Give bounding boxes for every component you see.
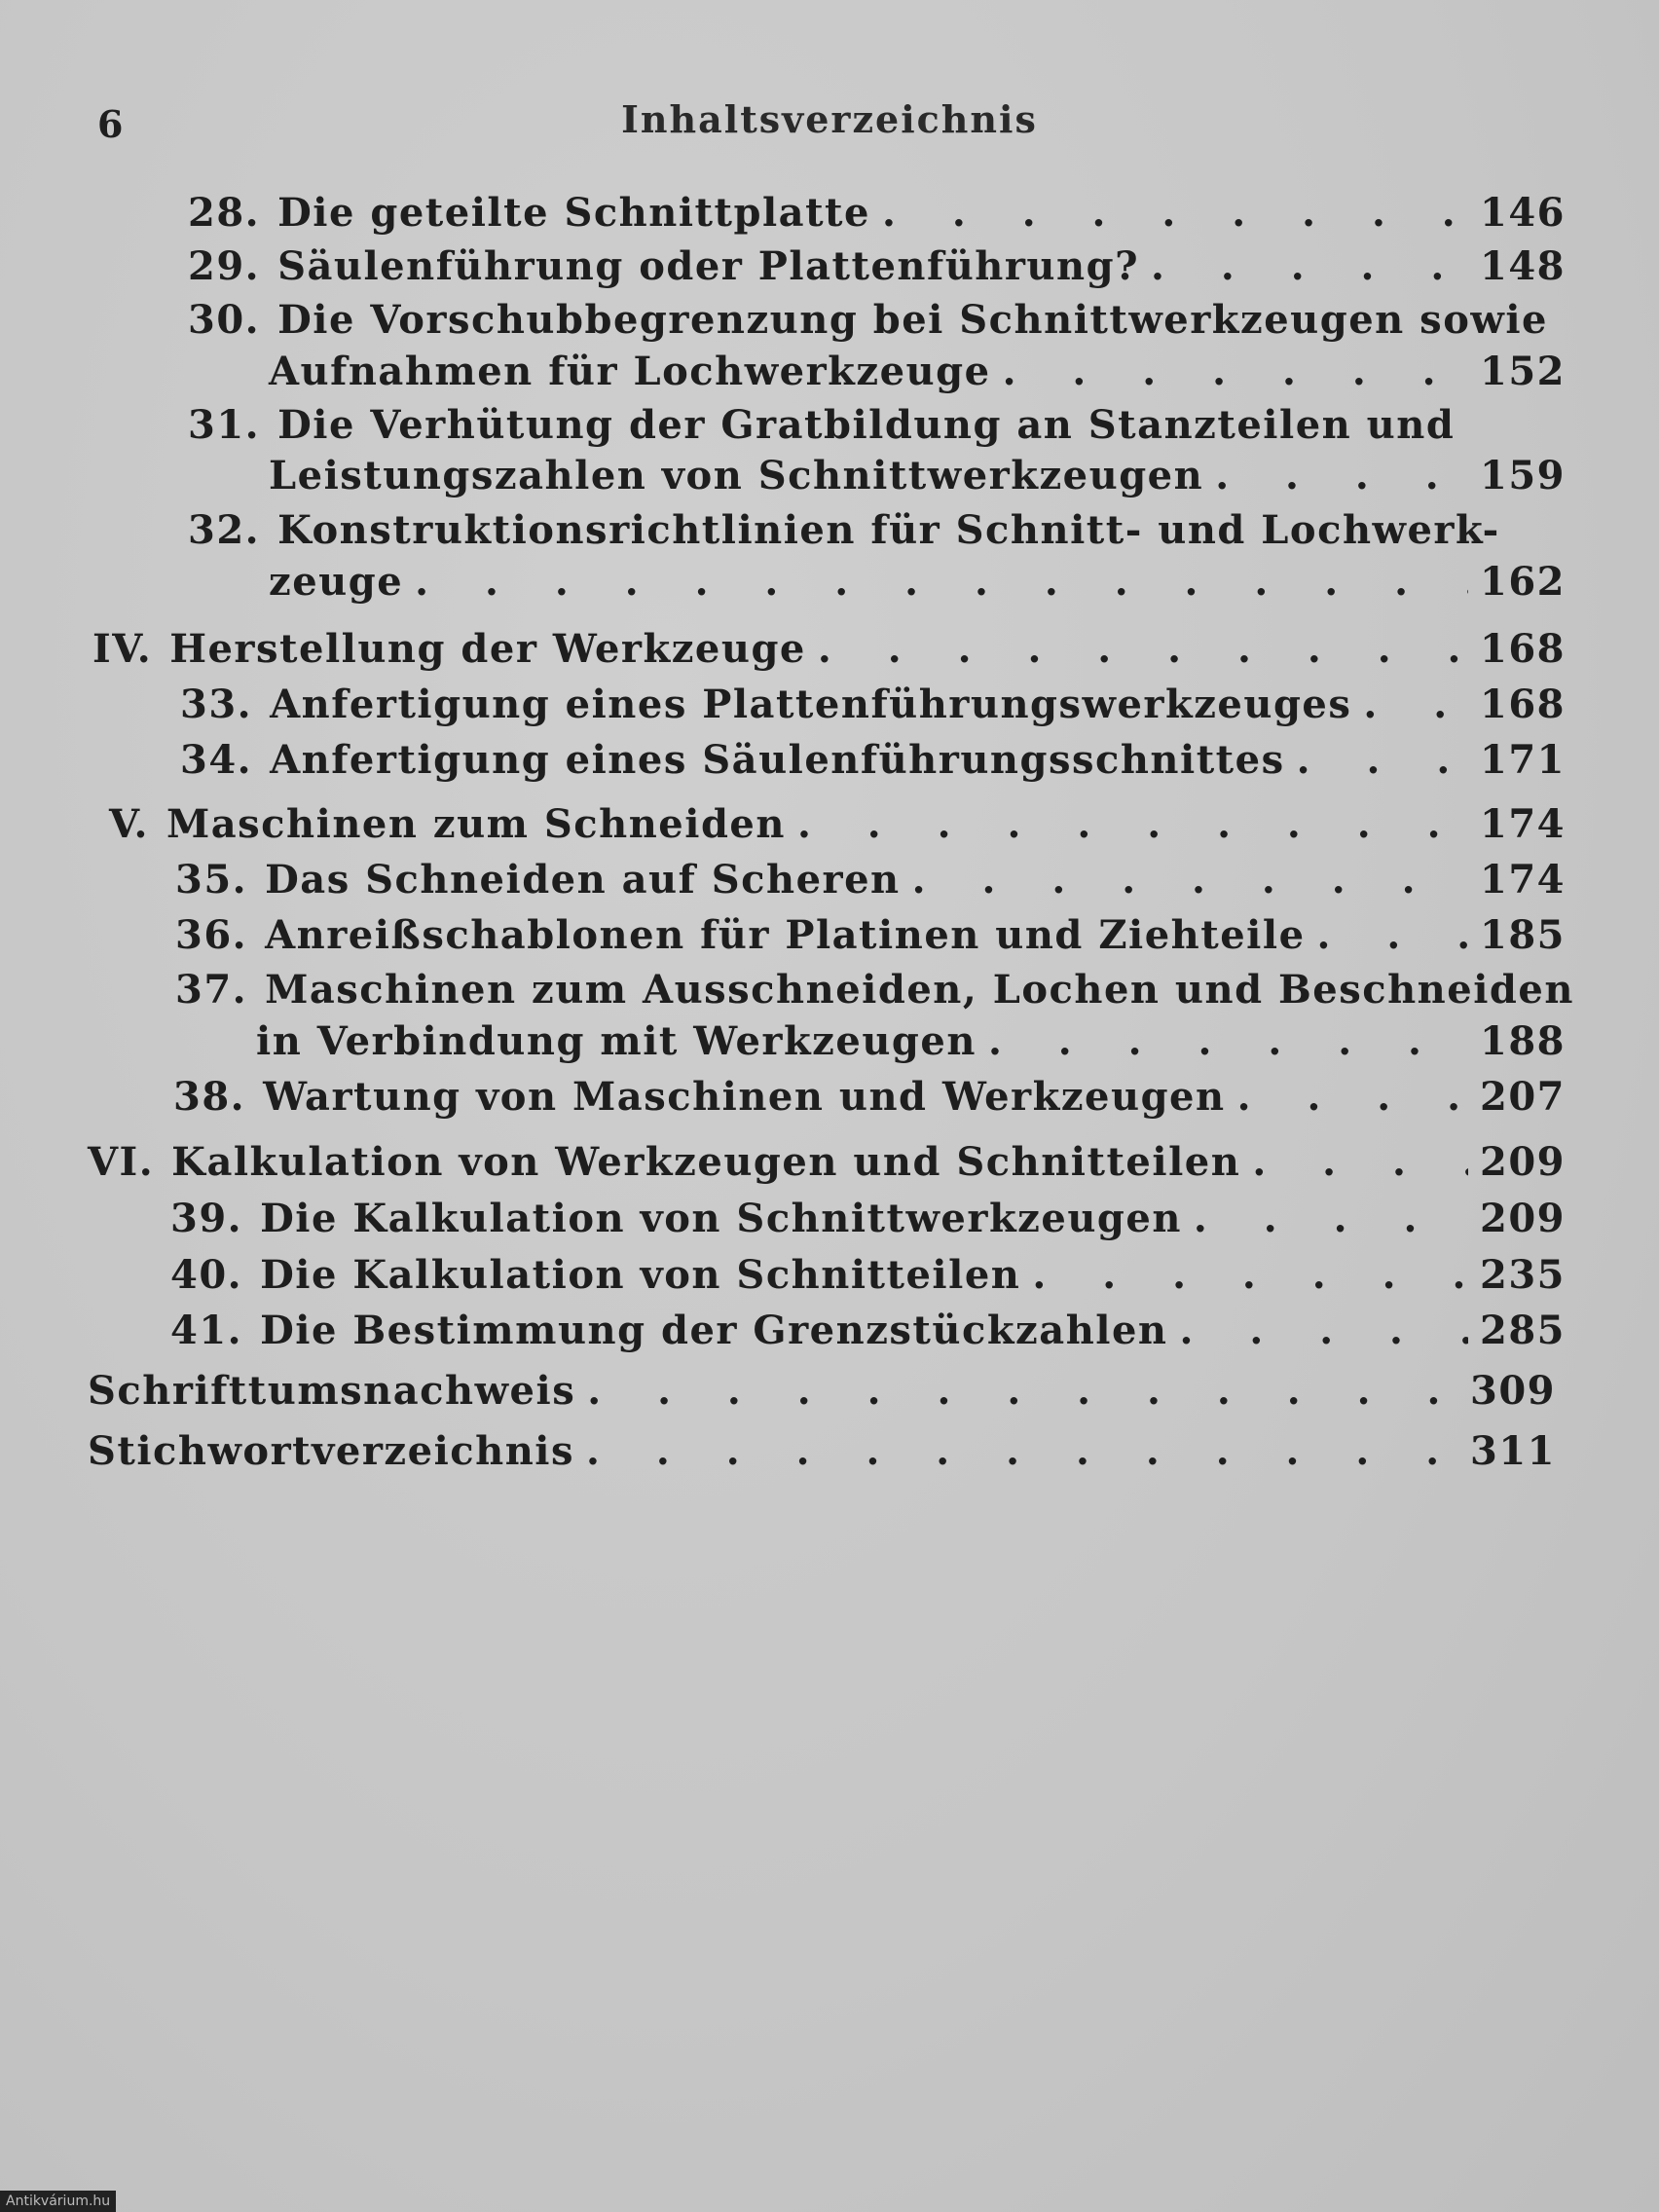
- toc-entry-number: 40.: [170, 1252, 243, 1298]
- page-number: 6: [97, 102, 124, 146]
- toc-entry-33: [180, 682, 1566, 727]
- toc-entry-28: [188, 190, 1566, 236]
- toc-entry-page: 207: [1480, 1074, 1566, 1120]
- toc-entry-title: Anfertigung eines Plattenführungswerkzeuges: [270, 682, 1352, 727]
- toc-entry-38: [173, 1074, 1566, 1120]
- toc-entry-title: Anfertigung eines Säulenführungsschnittes: [270, 737, 1285, 783]
- dot-leader: [1180, 1308, 1469, 1353]
- toc-entry-30-continued: [251, 349, 1566, 394]
- toc-entry-title: Konstruktionsrichtlinien für Schnitt- und Lochwerk-: [277, 507, 1500, 553]
- toc-entry-page: 171: [1480, 737, 1566, 783]
- toc-entry-page: 162: [1480, 559, 1566, 605]
- toc-entry-number: 38.: [173, 1074, 246, 1120]
- dot-leader: [587, 1368, 1458, 1414]
- dot-leader: [415, 559, 1468, 605]
- dot-leader: [797, 801, 1468, 847]
- toc-entry-title: Maschinen zum Ausschneiden, Lochen und Beschneiden: [265, 967, 1574, 1013]
- toc-entry-number: 34.: [180, 737, 253, 783]
- toc-entry-title: Die Bestimmung der Grenzstückzahlen: [260, 1308, 1168, 1353]
- toc-index: [88, 1428, 1556, 1474]
- toc-entry-34: [180, 737, 1566, 783]
- toc-entry-page: 235: [1480, 1252, 1566, 1298]
- toc-entry-31-continued: [251, 453, 1566, 498]
- toc-entry-title: Die Vorschubbegrenzung bei Schnittwerkzeugen sowie: [277, 297, 1548, 343]
- dot-leader: [1237, 1074, 1468, 1120]
- toc-entry-page: 209: [1480, 1139, 1566, 1185]
- dot-leader: [1252, 1139, 1468, 1185]
- toc-entry-page: 311: [1470, 1428, 1556, 1474]
- toc-entry-page: 168: [1480, 682, 1566, 727]
- toc-entry-page: 174: [1480, 801, 1566, 847]
- toc-entry-number: 35.: [175, 857, 248, 903]
- toc-entry-title: Anreißschablonen für Platinen und Ziehteile: [265, 912, 1306, 958]
- toc-entry-number: 33.: [180, 682, 253, 727]
- toc-entry-37-continued: [239, 1018, 1566, 1064]
- running-title: Inhaltsverzeichnis: [621, 97, 1038, 141]
- toc-chapter-V: [109, 801, 1566, 847]
- dot-leader: [1215, 453, 1468, 498]
- toc-entry-page: 188: [1480, 1018, 1566, 1064]
- toc-entry-title: Leistungszahlen von Schnittwerkzeugen: [269, 453, 1204, 498]
- dot-leader: [882, 190, 1468, 236]
- toc-entry-title: Säulenführung oder Plattenführung?: [277, 243, 1139, 289]
- toc-entry-number: 36.: [175, 912, 248, 958]
- toc-chapter-title: Kalkulation von Werkzeugen und Schnitteilen: [171, 1139, 1241, 1185]
- toc-entry-title: Stichwortverzeichnis: [88, 1428, 575, 1474]
- toc-entry-page: 209: [1480, 1196, 1566, 1241]
- toc-entry-31: [188, 402, 1456, 448]
- toc-entry-title: Wartung von Maschinen und Werkzeugen: [263, 1074, 1226, 1120]
- dot-leader: [586, 1428, 1458, 1474]
- dot-leader: [1297, 737, 1468, 783]
- toc-entry-number: 32.: [188, 507, 261, 553]
- dot-leader: [1003, 349, 1468, 394]
- dot-leader: [1194, 1196, 1468, 1241]
- toc-entry-title: Die Verhütung der Gratbildung an Stanzteilen und: [277, 402, 1456, 448]
- toc-entry-number: 41.: [170, 1308, 243, 1353]
- toc-entry-30: [188, 297, 1548, 343]
- toc-entry-title: Die geteilte Schnittplatte: [277, 190, 870, 236]
- dot-leader: [818, 626, 1468, 672]
- toc-entry-page: 285: [1480, 1308, 1566, 1353]
- toc-entry-title: Die Kalkulation von Schnittwerkzeugen: [260, 1196, 1182, 1241]
- toc-entry-title: in Verbindung mit Werkzeugen: [256, 1018, 977, 1064]
- dot-leader: [1151, 243, 1468, 289]
- toc-entry-number: 29.: [188, 243, 261, 289]
- toc-chapter-number: VI.: [88, 1139, 155, 1185]
- toc-entry-39: [170, 1196, 1566, 1241]
- toc-entry-page: 185: [1480, 912, 1566, 958]
- toc-entry-page: 148: [1480, 243, 1566, 289]
- toc-chapter-VI: [88, 1139, 1566, 1185]
- toc-entry-number: 37.: [175, 967, 248, 1013]
- toc-entry-page: 159: [1480, 453, 1566, 498]
- toc-entry-page: 174: [1480, 857, 1566, 903]
- toc-entry-title: Schrifttumsnachweis: [88, 1368, 576, 1414]
- toc-entry-page: 152: [1480, 349, 1566, 394]
- toc-entry-40: [170, 1252, 1566, 1298]
- toc-entry-29: [188, 243, 1566, 289]
- toc-chapter-title: Maschinen zum Schneiden: [166, 801, 786, 847]
- dot-leader: [1363, 682, 1468, 727]
- toc-entry-number: 31.: [188, 402, 261, 448]
- toc-chapter-IV: [92, 626, 1566, 672]
- toc-entry-title: zeuge: [269, 559, 404, 605]
- toc-entry-37: [175, 967, 1574, 1013]
- dot-leader: [1032, 1252, 1468, 1298]
- toc-entry-32: [188, 507, 1500, 553]
- toc-entry-title: Aufnahmen für Lochwerkzeuge: [269, 349, 991, 394]
- toc-entry-number: 28.: [188, 190, 261, 236]
- toc-entry-page: 309: [1470, 1368, 1556, 1414]
- toc-entry-page: 168: [1480, 626, 1566, 672]
- toc-entry-32-continued: [251, 559, 1566, 605]
- toc-bibliography: [88, 1368, 1556, 1414]
- toc-entry-number: 30.: [188, 297, 261, 343]
- toc-entry-41: [170, 1308, 1566, 1353]
- watermark: Antikvárium.hu: [0, 2191, 116, 2212]
- toc-entry-36: [175, 912, 1566, 958]
- toc-entry-title: Die Kalkulation von Schnitteilen: [260, 1252, 1021, 1298]
- toc-chapter-number: V.: [109, 801, 149, 847]
- dot-leader: [988, 1018, 1468, 1064]
- toc-entry-title: Das Schneiden auf Scheren: [265, 857, 901, 903]
- toc-entry-number: 39.: [170, 1196, 243, 1241]
- toc-chapter-title: Herstellung der Werkzeuge: [169, 626, 806, 672]
- toc-entry-35: [175, 857, 1566, 903]
- dot-leader: [912, 857, 1468, 903]
- toc-chapter-number: IV.: [92, 626, 153, 672]
- toc-entry-page: 146: [1480, 190, 1566, 236]
- dot-leader: [1317, 912, 1468, 958]
